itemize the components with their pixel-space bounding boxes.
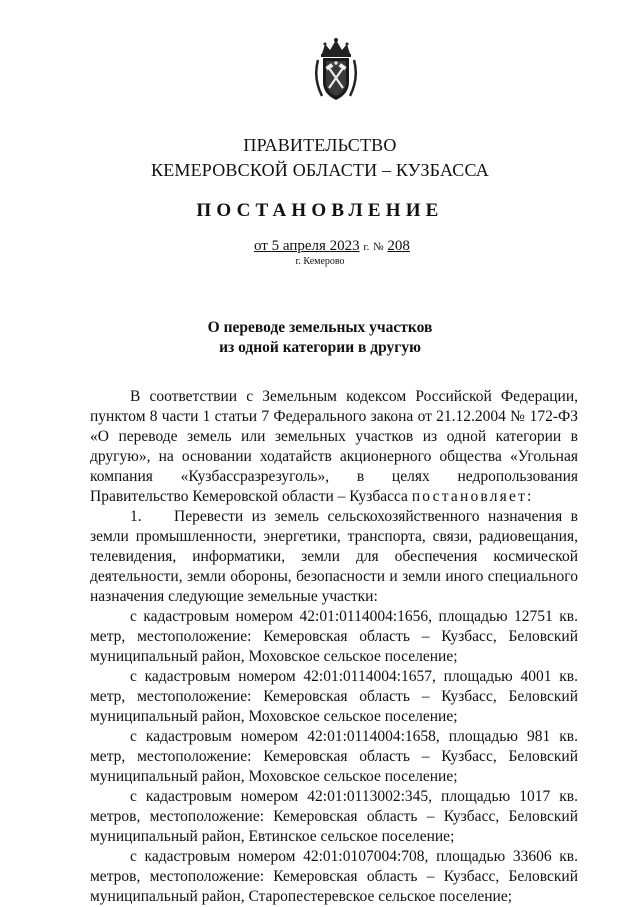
item-paragraph <box>90 507 578 607</box>
document-number: 208 <box>387 238 410 254</box>
plot-paragraph: с кадастровым номером 42:01:0114004:1657, площадью 4001 кв. метр, местоположение: Кемеровская область – Кузбасс, Беловский муниципальный район, Моховское сельское поселение; <box>90 668 578 725</box>
document-type: ПОСТАНОВЛЕНИЕ <box>196 200 444 221</box>
resolves-word: постановляет: <box>411 488 534 505</box>
intro-text: В соответствии с Земельным кодексом Российской Федерации, пунктом 8 части 1 статьи 7 Федерального закона от 21.12.2004 № 172-ФЗ «О переводе земель или земельных участков из одной категории в другую», на основании ходатайств акционерного общества «Угольная компания «Кузбассразрезуголь», в целях недропользования Правительство Кемеровской области – Кузбасса <box>90 388 578 505</box>
date-prefix: от <box>254 238 268 254</box>
kuzbass-coat-of-arms-icon <box>312 36 360 106</box>
number-sign: № <box>373 241 384 253</box>
document-subject <box>0 318 640 358</box>
item-number: 1. <box>130 508 142 525</box>
document-body <box>90 387 578 907</box>
plot-paragraph: с кадастровым номером 42:01:0114004:1658, площадью 981 кв. метр, местоположение: Кемеровская область – Кузбасс, Беловский муниципальный район, Моховское сельское поселение; <box>90 728 578 785</box>
plot-paragraph: с кадастровым номером 42:01:0114004:1656, площадью 12751 кв. метр, местоположение: Кемеровская область – Кузбасс, Беловский муниципальный район, Моховское сельское поселение; <box>90 608 578 665</box>
plot-paragraph: с кадастровым номером 42:01:0107004:708, площадью 33606 кв. метров, местоположение: Кемеровская область – Кузбасс, Беловский муниципальный район, Старопестеревское сельское поселение; <box>90 848 578 905</box>
year-suffix: г. <box>363 241 370 253</box>
plot-paragraph: с кадастровым номером 42:01:0113002:345, площадью 1017 кв. метров, местоположение: Кемеровская область – Кузбасс, Беловский муниципальный район, Евтинское сельское поселение; <box>90 788 578 845</box>
intro-paragraph <box>90 387 578 507</box>
date-number-line <box>254 238 410 255</box>
item-text: Перевести из земель сельскохозяйственного назначения в земли промышленности, энергетики, транспорта, связи, радиовещания, телевидения, информатики, земли для обеспечения космической деятельности, земли обороны, безопасности и земли иного специального назначения следующие земельные участки: <box>90 508 578 605</box>
city: г. Кемерово <box>295 256 345 267</box>
document-date: 5 апреля 2023 <box>271 238 360 254</box>
subject-line2: из одной категории в другую <box>219 339 421 356</box>
subject-line1: О переводе земельных участков <box>207 319 433 336</box>
government-title-line2: КЕМЕРОВСКОЙ ОБЛАСТИ – КУЗБАССА <box>151 160 489 180</box>
government-title-line1: ПРАВИТЕЛЬСТВО <box>243 135 397 155</box>
